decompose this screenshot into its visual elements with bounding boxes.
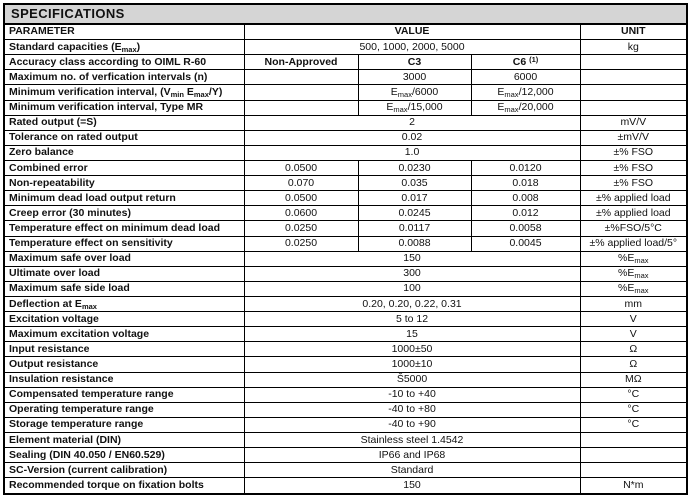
value-cell: 1.0 <box>244 145 580 160</box>
value-c3-cell: $E_{max}/15,000$ <box>358 100 471 115</box>
table-row <box>4 191 687 206</box>
unit-cell: MΩ <box>580 372 687 387</box>
table-row <box>4 55 687 70</box>
unit-cell: °C <box>580 417 687 432</box>
table-row <box>4 372 687 387</box>
value-c6-cell: 6000 <box>471 70 580 85</box>
unit-cell: °C <box>580 402 687 417</box>
parameter-cell: Maximum no. of verfication intervals (n) <box>4 70 244 85</box>
table-row <box>4 70 687 85</box>
unit-cell: V <box>580 327 687 342</box>
unit-cell: N*m <box>580 478 687 494</box>
value-non-approved-cell <box>244 85 358 100</box>
parameter-cell: Minimum verification interval, ($V_{min}$ $E_{max}/Y$) <box>4 85 244 100</box>
parameter-cell: Standard capacities $(E_{max})$ <box>4 40 244 55</box>
parameter-cell: Minimum dead load output return <box>4 191 244 206</box>
unit-cell <box>580 100 687 115</box>
unit-cell: $\%E_{max}$ <box>580 266 687 281</box>
value-c3-cell: 0.0088 <box>358 236 471 251</box>
value-non-approved-cell: 0.070 <box>244 176 358 191</box>
value-cell: 2 <box>244 115 580 130</box>
parameter-cell: Ultimate over load <box>4 266 244 281</box>
table-row <box>4 387 687 402</box>
table-body <box>4 40 687 494</box>
table-row <box>4 402 687 417</box>
parameter-cell: Minimum verification interval, Type MR <box>4 100 244 115</box>
value-c6-cell: $E_{max}/12,000$ <box>471 85 580 100</box>
unit-cell: ±% applied load/5° <box>580 236 687 251</box>
value-cell: 150 <box>244 251 580 266</box>
unit-cell: ±% FSO <box>580 161 687 176</box>
table-row <box>4 417 687 432</box>
parameter-cell: Accuracy class according to OIML R-60 <box>4 55 244 70</box>
parameter-cell: Maximum excitation voltage <box>4 327 244 342</box>
unit-cell <box>580 85 687 100</box>
parameter-cell: Sealing (DIN 40.050 / EN60.529) <box>4 448 244 463</box>
column-header-parameter: PARAMETER <box>4 24 244 40</box>
unit-cell: mV/V <box>580 115 687 130</box>
value-c6-cell: 0.0058 <box>471 221 580 236</box>
value-c3-cell: C3 <box>358 55 471 70</box>
value-cell: 100 <box>244 281 580 296</box>
table-row <box>4 130 687 145</box>
value-cell: 15 <box>244 327 580 342</box>
value-c6-cell: 0.008 <box>471 191 580 206</box>
table-row <box>4 85 687 100</box>
unit-cell: ±% FSO <box>580 145 687 160</box>
value-non-approved-cell: 0.0500 <box>244 161 358 176</box>
unit-cell <box>580 70 687 85</box>
value-non-approved-cell: Non-Approved <box>244 55 358 70</box>
value-c6-cell: $E_{max}/20,000$ <box>471 100 580 115</box>
parameter-cell: Creep error (30 minutes) <box>4 206 244 221</box>
table-row <box>4 281 687 296</box>
parameter-cell: Compensated temperature range <box>4 387 244 402</box>
table-row <box>4 236 687 251</box>
value-cell: 150 <box>244 478 580 494</box>
parameter-cell: Input resistance <box>4 342 244 357</box>
table-row <box>4 312 687 327</box>
column-header-unit: UNIT <box>580 24 687 40</box>
value-c6-cell: 0.018 <box>471 176 580 191</box>
value-c3-cell: 3000 <box>358 70 471 85</box>
value-cell: 300 <box>244 266 580 281</box>
value-c6-cell: 0.0120 <box>471 161 580 176</box>
table-title-row <box>4 4 687 24</box>
unit-cell <box>580 55 687 70</box>
value-non-approved-cell <box>244 100 358 115</box>
table-row <box>4 161 687 176</box>
value-non-approved-cell: 0.0250 <box>244 236 358 251</box>
table-row <box>4 145 687 160</box>
table-row <box>4 327 687 342</box>
table-row <box>4 478 687 494</box>
value-c3-cell: 0.035 <box>358 176 471 191</box>
parameter-cell: Temperature effect on sensitivity <box>4 236 244 251</box>
parameter-cell: Deflection at $E_{max}$ <box>4 297 244 312</box>
parameter-cell: Maximum safe over load <box>4 251 244 266</box>
table-row <box>4 448 687 463</box>
value-non-approved-cell: 0.0600 <box>244 206 358 221</box>
unit-cell: °C <box>580 387 687 402</box>
specifications-table <box>3 3 688 495</box>
unit-cell: Ω <box>580 342 687 357</box>
value-cell: -10 to +40 <box>244 387 580 402</box>
table-row <box>4 100 687 115</box>
table-row <box>4 176 687 191</box>
value-cell: -40 to +90 <box>244 417 580 432</box>
value-c3-cell: $E_{max}/6000$ <box>358 85 471 100</box>
value-c3-cell: 0.0245 <box>358 206 471 221</box>
table-row <box>4 357 687 372</box>
parameter-cell: Tolerance on rated output <box>4 130 244 145</box>
value-cell: 1000±50 <box>244 342 580 357</box>
value-cell: -40 to +80 <box>244 402 580 417</box>
column-header-value: VALUE <box>244 24 580 40</box>
value-non-approved-cell <box>244 70 358 85</box>
parameter-cell: Output resistance <box>4 357 244 372</box>
value-c3-cell: 0.017 <box>358 191 471 206</box>
value-cell: Š5000 <box>244 372 580 387</box>
unit-cell: $\%E_{max}$ <box>580 251 687 266</box>
unit-cell <box>580 432 687 447</box>
table-row <box>4 297 687 312</box>
unit-cell: ±% applied load <box>580 191 687 206</box>
value-cell: 0.02 <box>244 130 580 145</box>
parameter-cell: Non-repeatability <box>4 176 244 191</box>
table-row <box>4 40 687 55</box>
table-row <box>4 251 687 266</box>
unit-cell: ±%FSO/5°C <box>580 221 687 236</box>
parameter-cell: Combined error <box>4 161 244 176</box>
table-row <box>4 266 687 281</box>
value-cell: 1000±10 <box>244 357 580 372</box>
unit-cell: ±% FSO <box>580 176 687 191</box>
table-row <box>4 342 687 357</box>
table-row <box>4 206 687 221</box>
value-c6-cell: 0.012 <box>471 206 580 221</box>
value-c6-cell: C6 $^{(1)}$ <box>471 55 580 70</box>
table-row <box>4 432 687 447</box>
value-cell: 5 to 12 <box>244 312 580 327</box>
unit-cell: V <box>580 312 687 327</box>
parameter-cell: Element material (DIN) <box>4 432 244 447</box>
value-cell: 0.20, 0.20, 0.22, 0.31 <box>244 297 580 312</box>
value-c3-cell: 0.0230 <box>358 161 471 176</box>
parameter-cell: Maximum safe side load <box>4 281 244 296</box>
table-row <box>4 115 687 130</box>
unit-cell <box>580 448 687 463</box>
page-title: SPECIFICATIONS <box>4 4 687 24</box>
value-c3-cell: 0.0117 <box>358 221 471 236</box>
value-cell: IP66 and IP68 <box>244 448 580 463</box>
parameter-cell: Temperature effect on minimum dead load <box>4 221 244 236</box>
parameter-cell: Operating temperature range <box>4 402 244 417</box>
unit-cell: ±% applied load <box>580 206 687 221</box>
parameter-cell: Zero balance <box>4 145 244 160</box>
value-c6-cell: 0.0045 <box>471 236 580 251</box>
value-non-approved-cell: 0.0500 <box>244 191 358 206</box>
value-cell: Stainless steel 1.4542 <box>244 432 580 447</box>
table-row <box>4 463 687 478</box>
table-header-row <box>4 24 687 40</box>
unit-cell: Ω <box>580 357 687 372</box>
table-row <box>4 221 687 236</box>
parameter-cell: Insulation resistance <box>4 372 244 387</box>
unit-cell: ±mV/V <box>580 130 687 145</box>
value-cell: Standard <box>244 463 580 478</box>
parameter-cell: SC-Version (current calibration) <box>4 463 244 478</box>
parameter-cell: Excitation voltage <box>4 312 244 327</box>
value-non-approved-cell: 0.0250 <box>244 221 358 236</box>
unit-cell <box>580 463 687 478</box>
unit-cell: $\%E_{max}$ <box>580 281 687 296</box>
parameter-cell: Recommended torque on fixation bolts <box>4 478 244 494</box>
parameter-cell: Rated output (=S) <box>4 115 244 130</box>
unit-cell: kg <box>580 40 687 55</box>
parameter-cell: Storage temperature range <box>4 417 244 432</box>
value-cell: 500, 1000, 2000, 5000 <box>244 40 580 55</box>
unit-cell: mm <box>580 297 687 312</box>
